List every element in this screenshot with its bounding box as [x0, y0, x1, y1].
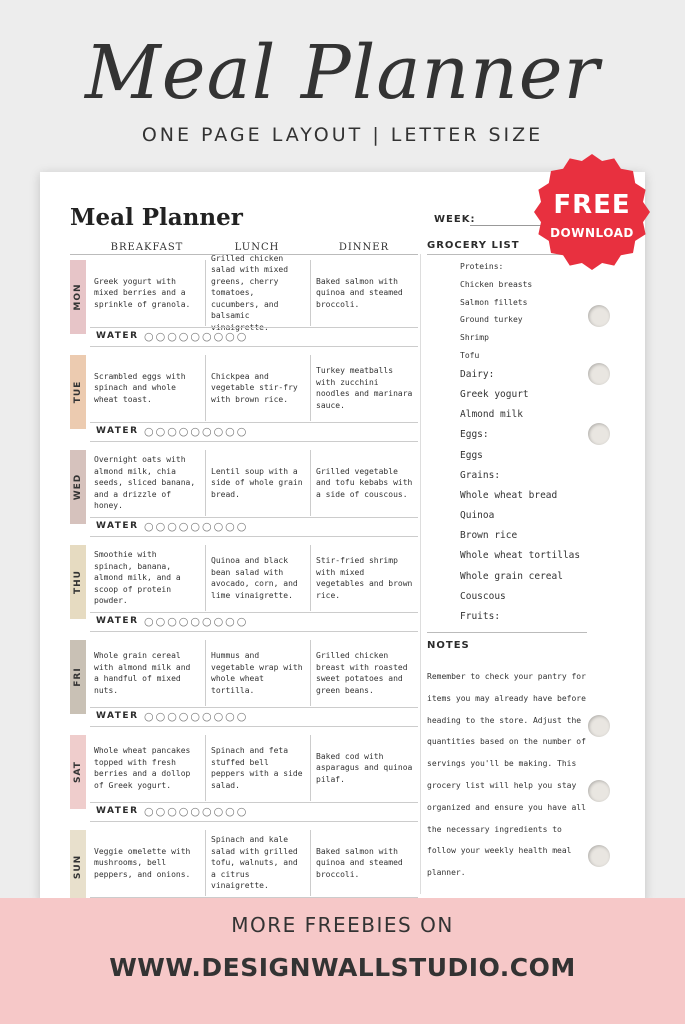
- grocery-item: Ground turkey: [460, 315, 523, 325]
- grocery-item: Whole wheat bread: [460, 489, 558, 501]
- binder-hole-icon: [588, 845, 610, 867]
- column-header-dinner: DINNER: [338, 242, 390, 253]
- grocery-item: Eggs: [460, 449, 483, 461]
- grocery-list: [460, 258, 580, 627]
- water-cups-tracker[interactable]: ○○○○○○○○○: [144, 330, 249, 343]
- dinner-cell: Baked salmon with quinoa and steamed broccoli.: [310, 260, 418, 326]
- water-label: WATER: [96, 331, 139, 341]
- binder-hole-icon: [588, 423, 610, 445]
- grocery-item: Greek yogurt: [460, 388, 529, 400]
- row-divider: [90, 707, 418, 708]
- row-divider: [90, 441, 418, 442]
- lunch-cell: Spinach and feta stuffed bell peppers with a side salad.: [205, 735, 309, 801]
- dinner-cell: Baked salmon with quinoa and steamed broccoli.: [310, 830, 418, 896]
- column-header-lunch: LUNCH: [234, 242, 280, 253]
- row-divider: [90, 802, 418, 803]
- day-tab: [70, 830, 86, 904]
- breakfast-cell: Whole grain cereal with almond milk and a handful of mixed nuts.: [94, 651, 191, 695]
- grocery-item: Salmon fillets: [460, 297, 528, 307]
- grocery-item: Proteins:: [460, 262, 504, 271]
- day-label: SUN: [73, 854, 83, 880]
- row-divider: [90, 327, 418, 328]
- grocery-item: Eggs:: [460, 429, 489, 441]
- day-label: THU: [73, 570, 83, 594]
- free-download-badge[interactable]: [532, 152, 652, 272]
- row-divider: [90, 726, 418, 727]
- water-cups-tracker[interactable]: ○○○○○○○○○: [144, 805, 249, 818]
- dinner-cell: Turkey meatballs with zucchini noodles and marinara sauce.: [310, 355, 418, 421]
- water-label: WATER: [96, 616, 139, 626]
- grocery-item: Dairy:: [460, 368, 495, 380]
- day-row: [70, 541, 418, 633]
- day-label: SAT: [73, 761, 83, 783]
- grocery-item: Tofu: [460, 350, 480, 360]
- breakfast-cell: Veggie omelette with mushrooms, bell peppers, and onions.: [94, 846, 191, 879]
- grocery-item: Whole wheat tortillas: [460, 550, 581, 562]
- breakfast-cell: Overnight oats with almond milk, chia seeds, sliced banana, and a drizzle of honey.: [94, 455, 196, 511]
- notes-title: NOTES: [427, 640, 470, 651]
- lunch-cell: Grilled chicken salad with mixed greens, cherry tomatoes, cucumbers, and balsamic vinaigrette.: [205, 260, 309, 326]
- day-row: [70, 636, 418, 728]
- binder-hole-icon: [588, 305, 610, 327]
- day-label: MON: [73, 283, 83, 311]
- grocery-list-title: GROCERY LIST: [427, 240, 520, 251]
- hero-title: Meal Planner: [85, 30, 600, 116]
- row-divider: [90, 517, 418, 518]
- grocery-item: Whole grain cereal: [460, 570, 563, 582]
- day-tab: [70, 640, 86, 714]
- row-divider: [90, 631, 418, 632]
- sheet-title: Meal Planner: [70, 204, 243, 231]
- day-row: [70, 253, 418, 348]
- dinner-cell: Grilled chicken breast with roasted sweet potatoes and green beans.: [310, 640, 418, 706]
- breakfast-cell: Whole wheat pancakes topped with fresh berries and a dollop of Greek yogurt.: [94, 746, 191, 790]
- column-divider: [420, 254, 421, 894]
- day-label: FRI: [73, 667, 83, 687]
- week-label: WEEK:: [434, 214, 476, 225]
- badge-free-text: FREE: [553, 190, 631, 220]
- binder-hole-icon: [588, 715, 610, 737]
- notes-text: Remember to check your pantry for items you may already have before heading to the store. Adjust the quantities based on the number of servings you'll be making. This grocery list will help you stay organized and ensure you have all the necessary ingredients to follow your weekly health meal planner.: [427, 672, 586, 878]
- grocery-item: Shrimp: [460, 333, 489, 343]
- day-tab: [70, 545, 86, 619]
- row-divider: [90, 422, 418, 423]
- binder-hole-icon: [588, 780, 610, 802]
- row-divider: [90, 536, 418, 537]
- footer-banner: [0, 898, 685, 1024]
- row-divider: [90, 346, 418, 347]
- day-tab: [70, 355, 86, 429]
- row-divider: [90, 612, 418, 613]
- day-row: [70, 446, 418, 538]
- binder-hole-icon: [588, 363, 610, 385]
- day-label: TUE: [73, 380, 83, 404]
- day-tab: [70, 735, 86, 809]
- water-cups-tracker[interactable]: ○○○○○○○○○: [144, 615, 249, 628]
- column-header-breakfast: BREAKFAST: [110, 242, 184, 253]
- grocery-item: Couscous: [460, 590, 506, 602]
- grocery-item: Chicken breasts: [460, 279, 533, 289]
- water-label: WATER: [96, 806, 139, 816]
- lunch-cell: Hummus and vegetable wrap with whole wheat tortilla.: [205, 640, 309, 706]
- water-label: WATER: [96, 426, 139, 436]
- lunch-cell: Spinach and kale salad with grilled tofu, walnuts, and a citrus vinaigrette.: [205, 830, 309, 896]
- day-label: WED: [73, 473, 83, 501]
- day-tab: [70, 260, 86, 334]
- breakfast-cell: Greek yogurt with mixed berries and a sprinkle of granola.: [94, 276, 191, 309]
- hero-subtitle: ONE PAGE LAYOUT | LETTER SIZE: [141, 124, 544, 146]
- footer-website-link[interactable]: WWW.DESIGNWALLSTUDIO.COM: [109, 953, 576, 982]
- day-row: [70, 351, 418, 443]
- grocery-item: Almond milk: [460, 409, 523, 421]
- dinner-cell: Stir-fried shrimp with mixed vegetables and brown rice.: [310, 545, 418, 611]
- grocery-item: Brown rice: [460, 530, 518, 542]
- badge-download-text: DOWNLOAD: [550, 226, 634, 240]
- planner-sheet: [40, 172, 645, 902]
- dinner-cell: Grilled vegetable and tofu kebabs with a side of couscous.: [310, 450, 418, 516]
- row-divider: [90, 821, 418, 822]
- water-cups-tracker[interactable]: ○○○○○○○○○: [144, 520, 249, 533]
- breakfast-cell: Smoothie with spinach, banana, almond milk, and a scoop of protein powder.: [94, 550, 181, 606]
- dinner-cell: Baked cod with asparagus and quinoa pilaf.: [310, 735, 418, 801]
- grocery-item: Fruits:: [460, 611, 501, 623]
- lunch-cell: Quinoa and black bean salad with avocado, corn, and lime vinaigrette.: [205, 545, 309, 611]
- footer-line-1: MORE FREEBIES ON: [231, 913, 454, 937]
- breakfast-cell: Scrambled eggs with spinach and whole wheat toast.: [94, 371, 186, 404]
- grocery-item: Quinoa: [460, 510, 495, 522]
- day-tab: [70, 450, 86, 524]
- water-label: WATER: [96, 711, 139, 721]
- lunch-cell: Lentil soup with a side of whole grain bread.: [205, 450, 309, 516]
- water-label: WATER: [96, 521, 139, 531]
- grocery-list-end-rule: [427, 632, 587, 633]
- lunch-cell: Chickpea and vegetable stir-fry with brown rice.: [205, 355, 309, 421]
- water-cups-tracker[interactable]: ○○○○○○○○○: [144, 710, 249, 723]
- day-row: [70, 731, 418, 823]
- grocery-item: Grains:: [460, 469, 501, 481]
- water-cups-tracker[interactable]: ○○○○○○○○○: [144, 425, 249, 438]
